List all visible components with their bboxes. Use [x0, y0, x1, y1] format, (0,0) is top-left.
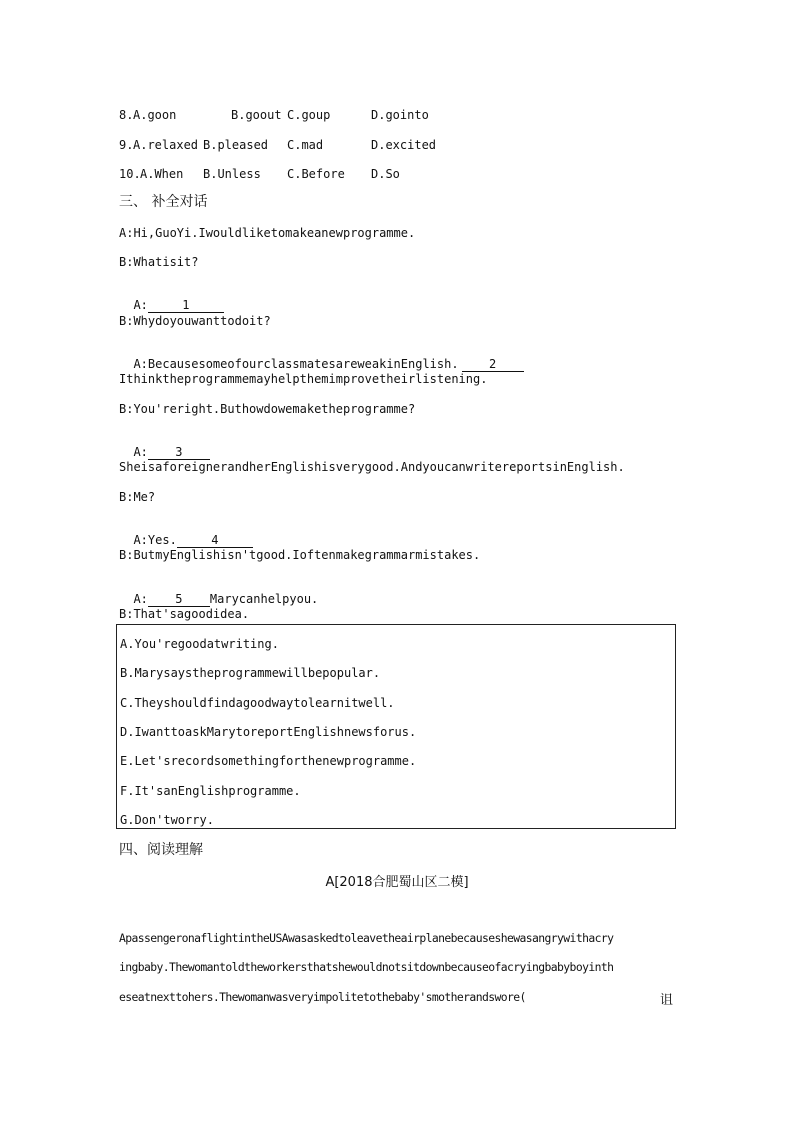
dialogue-line: [119, 431, 210, 460]
dialogue-line: B:You'reright.Buthowdowemaketheprogramme?: [119, 402, 416, 416]
option-f: F.It'sanEnglishprogramme.: [120, 784, 301, 798]
passage-line-end-char: 诅: [660, 993, 674, 1008]
mc-option-a: A.relaxed: [133, 138, 199, 152]
speaker-label: A:: [133, 445, 148, 459]
option-c: C.Theyshouldfindagoodwaytolearnitwell.: [120, 696, 395, 710]
mc-option-b: B.pleased: [203, 138, 269, 152]
mc-option-c: C.Before: [287, 167, 345, 181]
dialogue-line: B:That'sagoodidea.: [119, 607, 250, 621]
answer-blank-2[interactable]: 2: [462, 358, 524, 372]
passage-line: ingbaby.Thewomantoldtheworkersthatshewouldnotsitdownbecauseofacryingbabyboyinth: [119, 960, 614, 974]
speaker-label: A:: [133, 592, 148, 606]
mc-number: 10.: [119, 167, 141, 181]
dialogue-line: [119, 284, 224, 313]
mc-option-d: D.So: [371, 167, 400, 181]
mc-option-b: B.goout: [231, 108, 282, 122]
dialogue-line: B:Me?: [119, 490, 156, 504]
passage-line: ApassengeronaflightintheUSAwasaskedtoleavetheairplanebecauseshewasangrywithacry: [119, 931, 614, 945]
mc-number: 8.: [119, 108, 134, 122]
dialogue-line: B:Whydoyouwanttodoit?: [119, 314, 271, 328]
option-d: D.IwanttoaskMarytoreportEnglishnewsforus.: [120, 725, 417, 739]
passage-line: eseatnexttohers.Thewomanwasveryimpolitetothebaby'smotherandswore(: [119, 990, 526, 1004]
options-box: [116, 624, 676, 829]
dialogue-line: [119, 343, 524, 372]
section-heading-dialogue: 三、 补全对话: [119, 194, 208, 210]
answer-blank-4[interactable]: 4: [177, 534, 253, 548]
mc-option-a: A.goon: [133, 108, 177, 122]
dialogue-line: [119, 578, 318, 607]
option-a: A.You'regoodatwriting.: [120, 637, 279, 651]
mc-option-d: D.gointo: [371, 108, 429, 122]
answer-blank-1[interactable]: 1: [148, 299, 224, 313]
mc-option-b: B.Unless: [203, 167, 261, 181]
option-g: G.Don'tworry.: [120, 813, 214, 827]
dialogue-text: Marycanhelpyou.: [209, 592, 319, 606]
dialogue-line: B:Whatisit?: [119, 255, 199, 269]
option-e: E.Let'srecordsomethingforthenewprogramme.: [120, 754, 417, 768]
speaker-label: A:: [133, 298, 148, 312]
dialogue-text: A:BecausesomeofourclassmatesareweakinEnglish.: [133, 357, 459, 371]
mc-option-c: C.mad: [287, 138, 324, 152]
dialogue-line: Ithinktheprogrammemayhelpthemimprovetheirlistening.: [119, 372, 488, 386]
mc-number: 9.: [119, 138, 134, 152]
dialogue-line: SheisaforeignerandherEnglishisverygood.AndyoucanwritereportsinEnglish.: [119, 460, 625, 474]
dialogue-line: B:ButmyEnglishisn'tgood.Ioftenmakegrammarmistakes.: [119, 548, 481, 562]
dialogue-line: A:Hi,GuoYi.Iwouldliketomakeanewprogramme.: [119, 226, 416, 240]
answer-blank-5[interactable]: 5: [148, 593, 210, 607]
section-heading-reading: 四、阅读理解: [119, 842, 203, 858]
mc-option-d: D.excited: [371, 138, 437, 152]
mc-option-a: A.When: [140, 167, 184, 181]
passage-title: A[2018合肥蜀山区二模]: [325, 875, 469, 890]
mc-option-c: C.goup: [287, 108, 331, 122]
answer-blank-3[interactable]: 3: [148, 446, 210, 460]
dialogue-line: [119, 519, 253, 548]
option-b: B.Marysaystheprogrammewillbepopular.: [120, 666, 381, 680]
speaker-label: A:Yes.: [133, 533, 177, 547]
